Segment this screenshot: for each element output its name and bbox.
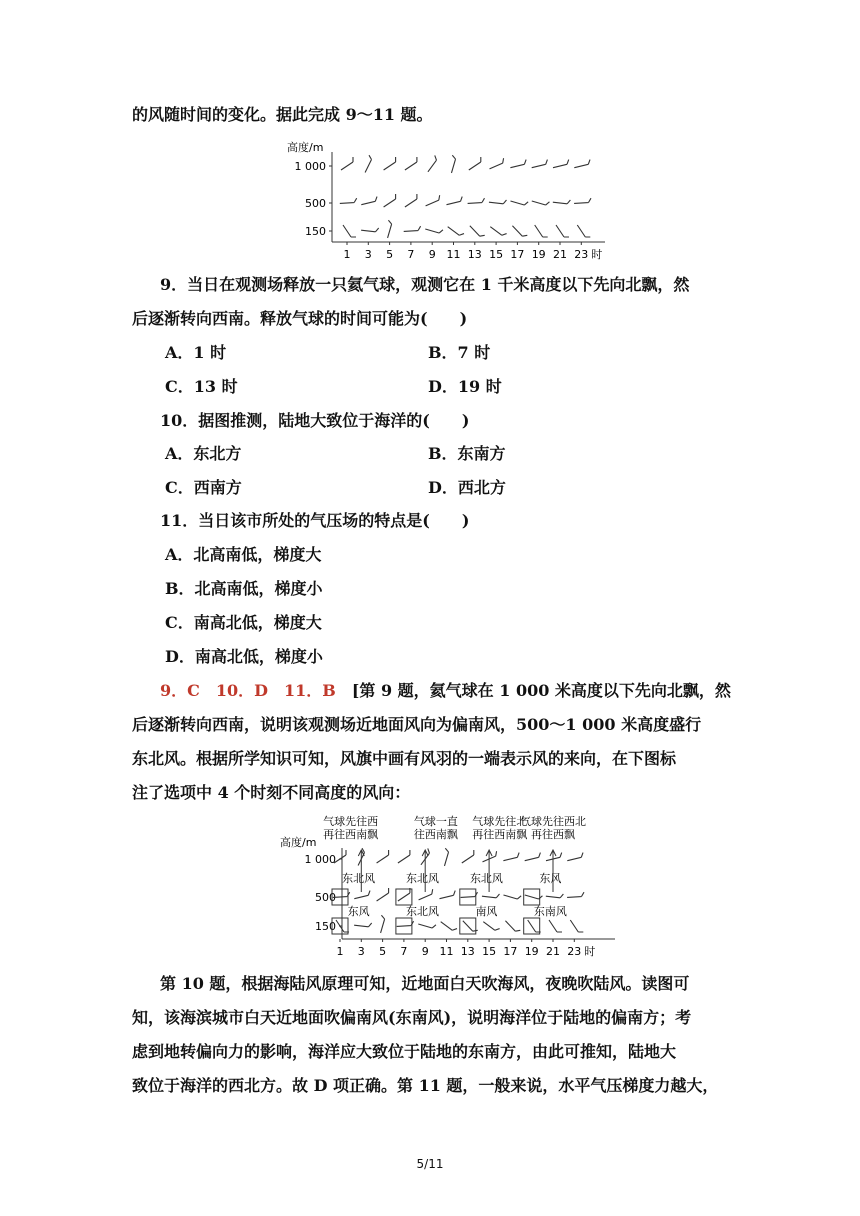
- wind-barb: [439, 886, 455, 902]
- q11-option-b[interactable]: B．北高南低，梯度小: [165, 579, 323, 598]
- wind-barb: [512, 224, 527, 238]
- wind-barb: [377, 888, 389, 901]
- wind-barb: [532, 193, 550, 211]
- wind-barb: [532, 155, 548, 171]
- answer-text-1: [第 9 题，氦气球在 1 000 米高度以下先向北飘，然: [351, 681, 731, 700]
- q9-option-d[interactable]: D．19 时: [428, 377, 502, 396]
- y-tick: 150: [315, 920, 336, 933]
- x-tick: 21: [546, 945, 560, 958]
- wind-direction-label: 东风: [347, 905, 370, 918]
- x-tick: 11: [439, 945, 454, 958]
- wind-barb: [398, 888, 410, 901]
- y-tick: 500: [315, 891, 336, 904]
- q10-option-a[interactable]: A．东北方: [165, 444, 242, 463]
- page-number: 5/11: [416, 1157, 444, 1171]
- x-tick: 5: [379, 945, 387, 958]
- wind-barb: [549, 920, 562, 932]
- wind-barb: [553, 192, 571, 210]
- wind-direction-label: 东北风: [406, 872, 440, 885]
- y-tick: 1 000: [294, 160, 326, 173]
- balloon-label: 往西南飘: [413, 828, 458, 841]
- balloon-label: 气球先往西: [323, 815, 379, 828]
- x-tick: 23: [567, 945, 582, 958]
- q10-stem: 10．据图推测，陆地大致位于海洋的( ): [160, 411, 470, 430]
- balloon-label: 再往西南飘: [323, 828, 379, 841]
- y-axis-title: 高度/m: [287, 141, 324, 154]
- wind-barb: [340, 192, 357, 209]
- q9-option-a[interactable]: A．1 时: [165, 343, 227, 362]
- wind-barb: [405, 157, 417, 170]
- wind-barb: [510, 155, 526, 171]
- wind-barb: [468, 192, 485, 209]
- wind-barb: [436, 848, 454, 866]
- wind-barb: [426, 193, 440, 208]
- wind-barb: [483, 917, 499, 933]
- explain-line-3: 虑到地转偏向力的影响，海洋应大致位于陆地的东南方，由此可推知，陆地大: [132, 1042, 677, 1061]
- intro-text: 的风随时间的变化。据此完成 9～11 题。: [132, 105, 433, 124]
- y-tick: 150: [305, 225, 326, 238]
- balloon-arrow: [358, 850, 364, 892]
- wind-direction-label: 东风: [539, 872, 562, 885]
- wind-barb: [489, 192, 507, 210]
- wind-direction-label: 东北风: [406, 905, 440, 918]
- wind-barb: [570, 920, 583, 932]
- answer-line-2: 后逐渐转向西南，说明该观测场近地面风向为偏南风，500～1 000 米高度盛行: [132, 715, 702, 734]
- wind-barb: [377, 850, 389, 863]
- x-tick: 5: [386, 248, 394, 261]
- x-tick: 1: [336, 945, 344, 958]
- wind-barb: [574, 192, 591, 209]
- x-tick: 11: [446, 248, 461, 261]
- q10-option-b[interactable]: B．东南方: [428, 444, 506, 463]
- wind-direction-label: 东北风: [342, 872, 376, 885]
- wind-barb: [567, 886, 584, 903]
- x-tick: 19: [524, 945, 539, 958]
- x-unit: 时: [591, 248, 603, 261]
- q9-option-c[interactable]: C．13 时: [165, 377, 238, 396]
- x-tick: 15: [482, 945, 497, 958]
- q11-option-c[interactable]: C．南高北低，梯度大: [165, 613, 322, 632]
- x-tick: 15: [489, 248, 504, 261]
- balloon-label: 气球先往北: [472, 815, 528, 828]
- wind-barb: [489, 156, 503, 171]
- wind-barb: [405, 194, 417, 207]
- wind-barb: [470, 224, 485, 238]
- wind-barb: [505, 919, 520, 933]
- wind-barb: [398, 850, 410, 863]
- x-tick: 21: [553, 248, 567, 261]
- q10-option-d[interactable]: D．西北方: [428, 478, 506, 497]
- wind-barb: [384, 157, 396, 170]
- q11-option-a[interactable]: A．北高南低，梯度大: [165, 545, 322, 564]
- wind-barb-chart-1: [280, 138, 620, 264]
- answer-line-1: [160, 680, 731, 702]
- x-unit: 时: [584, 945, 596, 958]
- q11-stem: 11．当日该市所处的气压场的特点是( ): [160, 511, 470, 530]
- wind-barb: [567, 848, 583, 864]
- wind-barb: [446, 192, 462, 208]
- q9-stem-2: 后逐渐转向西南。释放气球的时间可能为( ): [132, 309, 468, 328]
- wind-barb: [510, 193, 528, 211]
- wind-barb: [482, 886, 500, 904]
- wind-barb: [443, 155, 461, 173]
- wind-barb: [425, 221, 443, 239]
- x-tick: 7: [407, 248, 415, 261]
- balloon-label: 再往西飘: [531, 828, 575, 841]
- wind-barb: [359, 155, 376, 172]
- balloon-arrow: [550, 850, 556, 892]
- q11-option-d[interactable]: D．南高北低，梯度小: [165, 647, 323, 666]
- wind-direction-label: 东北风: [469, 872, 503, 885]
- wind-barb: [354, 886, 370, 902]
- wind-barb: [384, 194, 396, 207]
- answer-line-3: 东北风。根据所学知识可知，风旗中画有风羽的一端表示风的来向，在下图标: [132, 749, 677, 768]
- wind-barb: [379, 220, 397, 238]
- wind-barb: [577, 225, 590, 237]
- wind-barb: [525, 848, 541, 864]
- x-tick: 13: [460, 945, 475, 958]
- balloon-label: 气球一直: [413, 815, 458, 828]
- wind-barb: [418, 916, 436, 934]
- x-tick: 7: [400, 945, 408, 958]
- wind-barb: [462, 850, 474, 863]
- x-tick: 3: [364, 248, 372, 261]
- x-tick: 19: [531, 248, 546, 261]
- wind-barb: [361, 220, 379, 238]
- x-tick: 17: [503, 945, 518, 958]
- x-tick: 1: [343, 248, 351, 261]
- wind-barb: [404, 220, 421, 237]
- x-tick: 9: [421, 945, 429, 958]
- wind-barb: [341, 157, 353, 170]
- wind-barb: [556, 225, 569, 237]
- x-tick: 23: [574, 248, 589, 261]
- explain-line-2: 知，该海滨城市白天近地面吹偏南风(东南风)，说明海洋位于陆地的偏南方；考: [132, 1008, 692, 1027]
- x-tick: 9: [428, 248, 436, 261]
- wind-direction-label: 南风: [475, 905, 498, 918]
- answer-keys: 9．C 10．D 11．B: [160, 681, 336, 700]
- y-axis-title: 高度/m: [280, 836, 317, 849]
- q9-stem-1: 9．当日在观测场释放一只氦气球，观测它在 1 千米高度以下先向北飘，然: [160, 275, 690, 294]
- wind-barb: [553, 155, 569, 171]
- wind-barb: [574, 155, 590, 171]
- explain-line-4: 致位于海洋的西北方。故 D 项正确。第 11 题，一般来说，水平气压梯度力越大，: [132, 1076, 719, 1095]
- wind-direction-label: 东南风: [533, 905, 567, 918]
- y-tick: 500: [305, 197, 326, 210]
- wind-barb: [528, 920, 541, 932]
- x-tick: 13: [467, 248, 482, 261]
- wind-barb: [343, 225, 356, 237]
- wind-barb: [490, 222, 506, 238]
- wind-barb: [423, 155, 439, 171]
- balloon-label: 再往西南飘: [472, 828, 528, 841]
- wind-barb: [546, 886, 564, 904]
- y-tick: 1 000: [304, 853, 336, 866]
- wind-barb: [441, 917, 457, 933]
- balloon-arrow: [486, 850, 492, 892]
- wind-barb: [503, 887, 521, 905]
- q10-option-c[interactable]: C．西南方: [165, 478, 242, 497]
- q9-option-b[interactable]: B．7 时: [428, 343, 491, 362]
- balloon-label: 气球先往西北: [520, 815, 586, 828]
- wind-barb: [448, 222, 464, 238]
- wind-barb: [361, 192, 377, 208]
- wind-barb: [352, 848, 369, 865]
- explain-line-1: 第 10 题，根据海陆风原理可知，近地面白天吹海风，夜晚吹陆风。读图可: [160, 974, 690, 993]
- wind-barb-chart-2: [270, 812, 640, 962]
- wind-barb: [469, 157, 481, 170]
- wind-barb: [535, 225, 548, 237]
- x-tick: 3: [357, 945, 365, 958]
- answer-line-4: 注了选项中 4 个时刻不同高度的风向：: [132, 783, 411, 802]
- wind-barb: [503, 848, 519, 864]
- wind-barb: [372, 915, 390, 933]
- x-tick: 17: [510, 248, 525, 261]
